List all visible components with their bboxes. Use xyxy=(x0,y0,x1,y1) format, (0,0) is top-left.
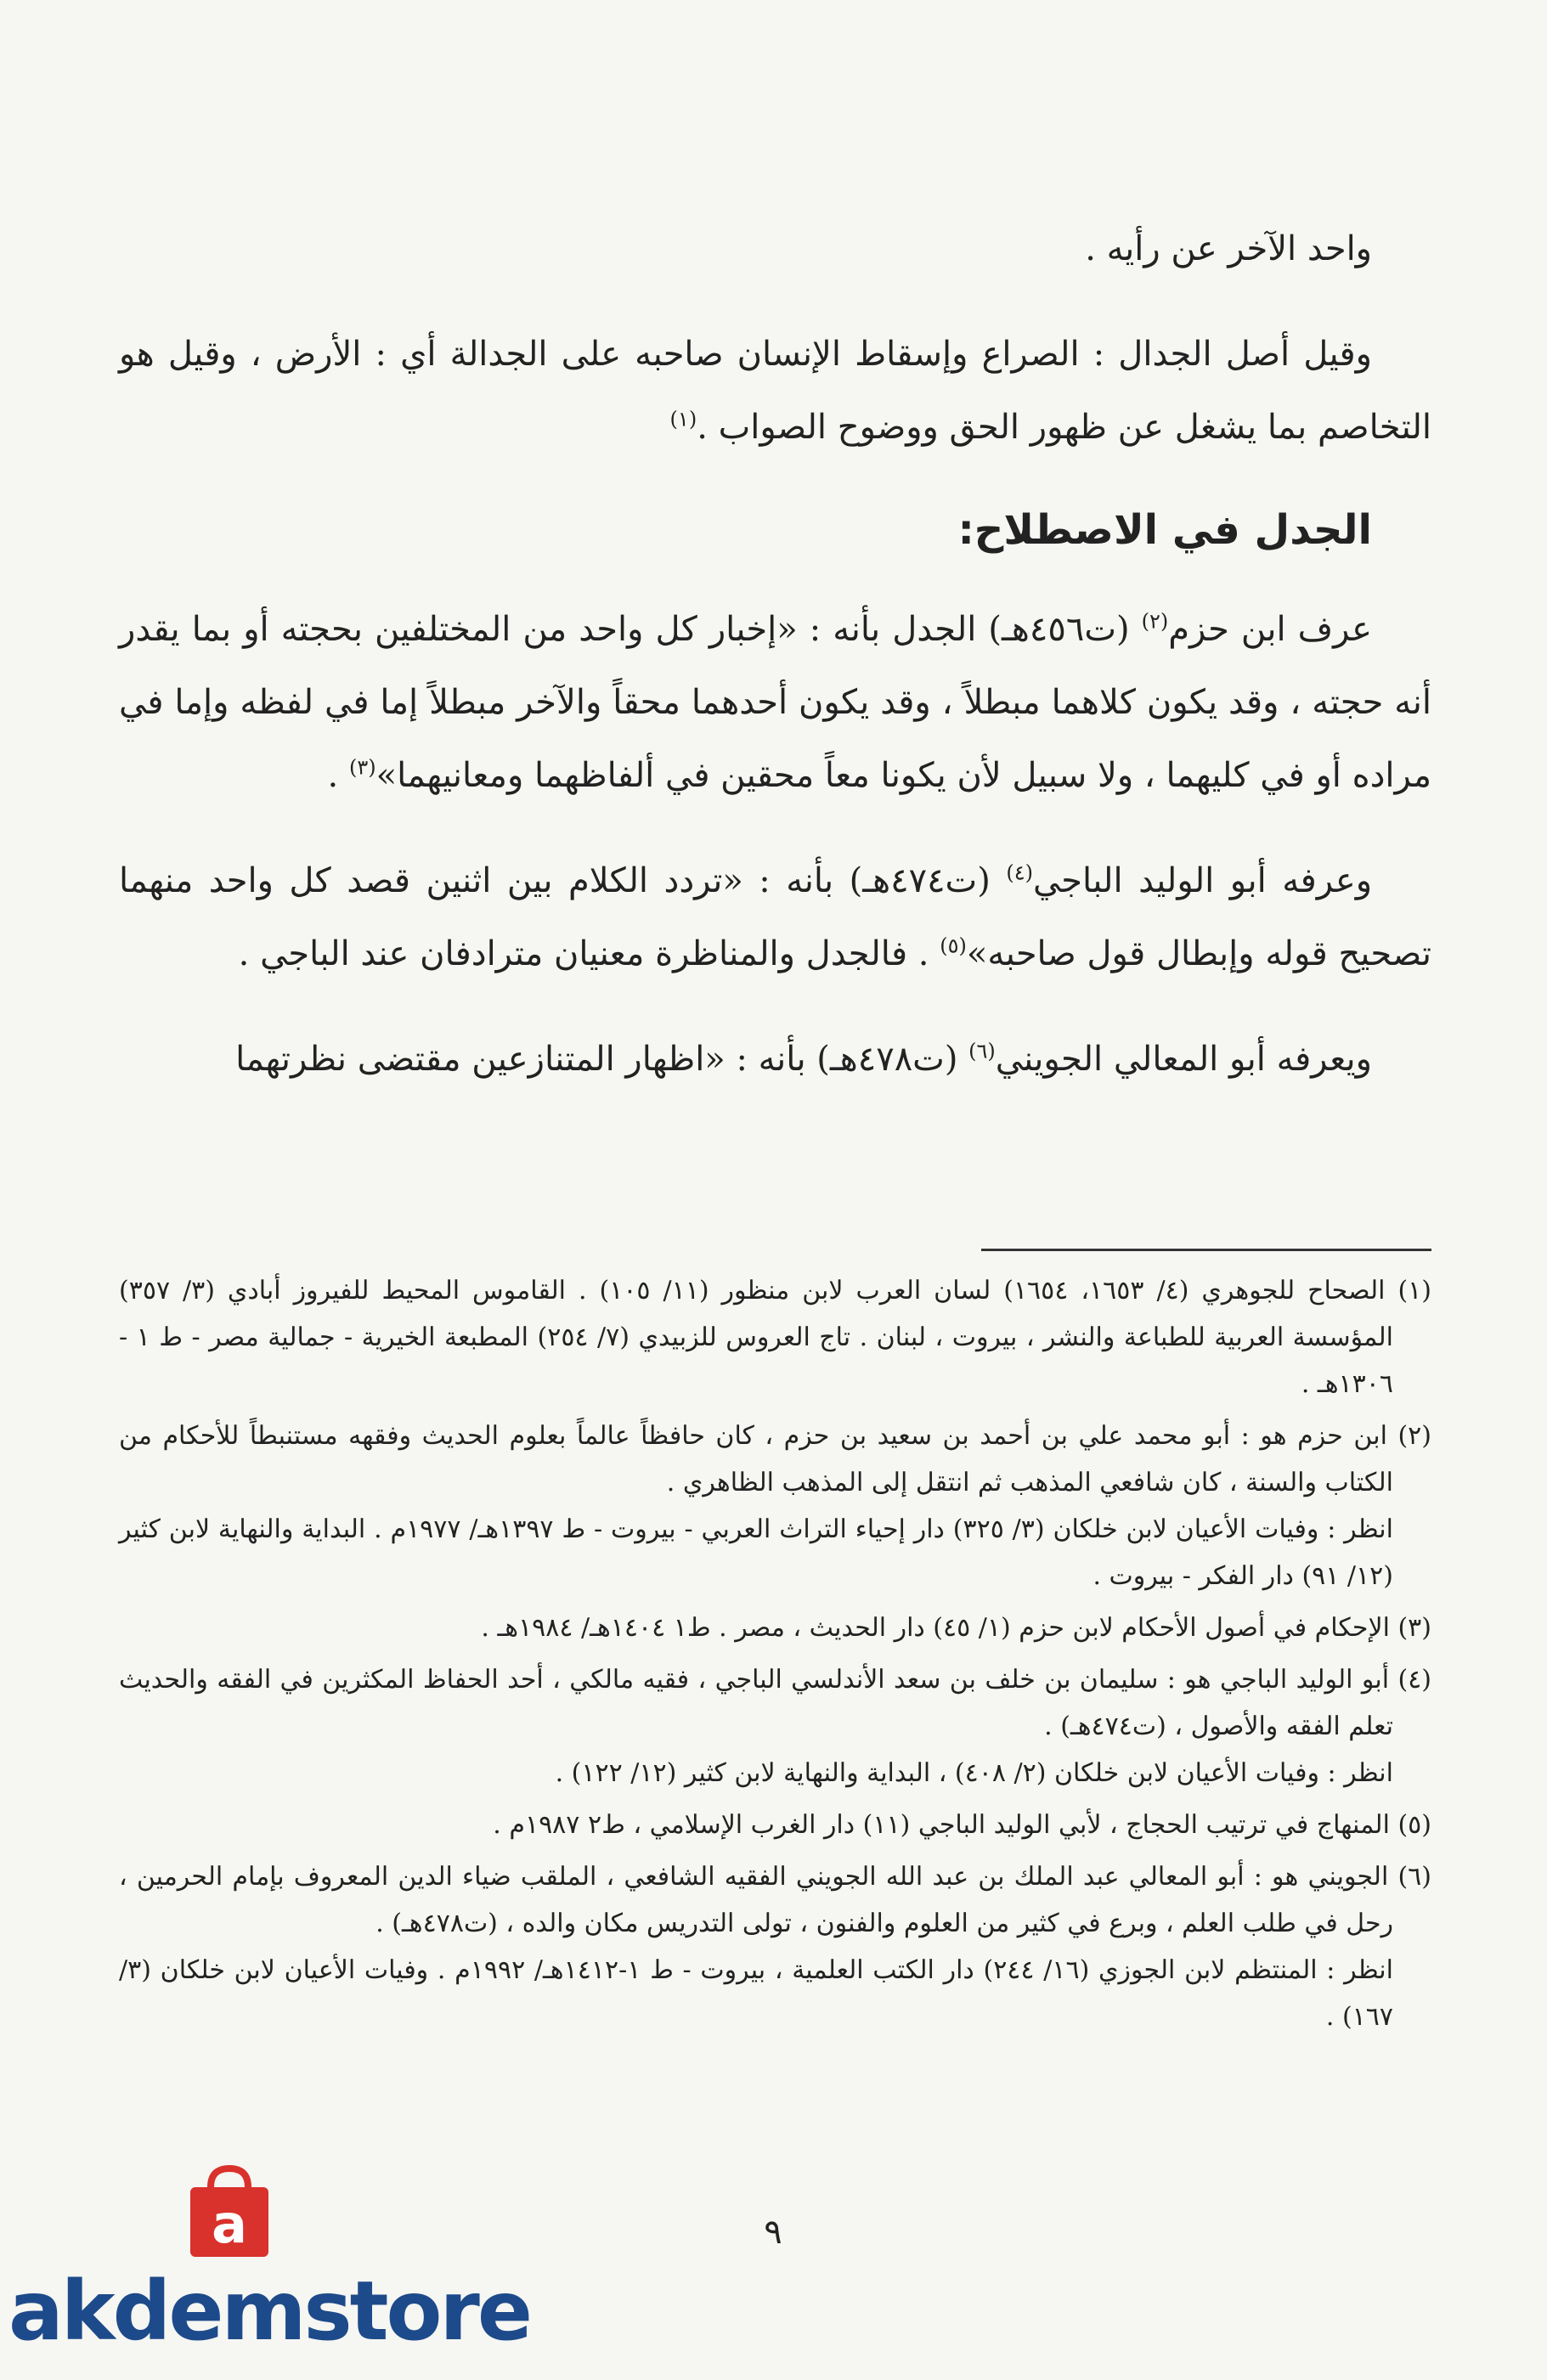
footnote-4-line-2: انظر : وفيات الأعيان لابن خلكان (٢/ ٤٠٨) ، البداية والنهاية لابن كثير (١٢/ ١٢٢) . xyxy=(555,1758,1393,1788)
footnote-ref-5[interactable]: (٥) xyxy=(940,933,967,958)
watermark-text: akdemstore xyxy=(8,2264,530,2359)
paragraph-5 xyxy=(119,1023,1431,1096)
footnotes xyxy=(119,1267,1431,2045)
paragraph-2 xyxy=(119,318,1431,464)
footnote-ref-1[interactable]: (١) xyxy=(669,407,697,431)
watermark-logo xyxy=(8,2162,530,2366)
paragraph-5-text-b: (ت٤٧٨هـ) بأنه : «اظهار المتنازعين مقتضى نظرتهما xyxy=(235,1040,969,1079)
paragraph-2-text: وقيل أصل الجدال : الصراع وإسقاط الإنسان صاحبه على الجدالة أي : الأرض ، وقيل هو التخاصم بما يشغل عن ظهور الحق ووضوح الصواب . xyxy=(119,335,1431,447)
page-number: ٩ xyxy=(764,2213,782,2252)
paragraph-4 xyxy=(119,844,1431,990)
footnote-5 xyxy=(119,1802,1431,1848)
main-text xyxy=(119,212,1431,1128)
footnote-ref-2[interactable]: (٢) xyxy=(1141,609,1169,634)
svg-text:a: a xyxy=(212,2193,247,2255)
footnote-1 xyxy=(119,1267,1431,1407)
footnote-6-line-1: (٦) الجويني هو : أبو المعالي عبد الملك بن عبد الله الجويني الفقيه الشافعي ، الملقب ضياء الدين المعروف بإمام الحرمين ، رحل في طلب العلم ، وبرع في كثير من العلوم والفنون ، تولى التدريس مكان والده ، (ت٤٧٨هـ) . xyxy=(119,1862,1431,1938)
paragraph-3-text-c: . xyxy=(327,756,349,795)
footnote-6 xyxy=(119,1853,1431,2040)
footnote-ref-6[interactable]: (٦) xyxy=(968,1039,996,1063)
section-heading: الجدل في الاصطلاح: xyxy=(957,506,1372,554)
footnote-3-line-1: (٣) الإحكام في أصول الأحكام لابن حزم (١/ ٤٥) دار الحديث ، مصر . ط١ ١٤٠٤هـ/ ١٩٨٤هـ . xyxy=(481,1613,1431,1643)
paragraph-4-text-a: وعرفه أبو الوليد الباجي xyxy=(1032,861,1373,900)
footnote-1-line-1: (١) الصحاح للجوهري (٤/ ١٦٥٣، ١٦٥٤) لسان العرب لابن منظور (١١/ ١٠٥) . القاموس المحيط للفيروز أبادي (٣/ ٣٥٧) المؤسسة العربية للطباعة والنشر ، بيروت ، لبنان . تاج العروس للزبيدي (٧/ ٢٥٤) المطبعة الخيرية - جمالية مصر - ط ١ - ١٣٠٦هـ . xyxy=(119,1276,1432,1399)
footnote-separator xyxy=(981,1249,1431,1251)
paragraph-1: واحد الآخر عن رأيه . xyxy=(1085,229,1372,268)
paragraph-5-text-a: ويعرفه أبو المعالي الجويني xyxy=(995,1040,1372,1079)
paragraph-3-text-b: (ت٤٥٦هـ) الجدل بأنه : «إخبار كل واحد من المختلفين بحجته أو بما يقدر أنه حجته ، وقد يكون كلاهما مبطلاً ، وقد يكون أحدهما محقاً والآخر مبطلاً إما في لفظه وإما في مراده أو في كليهما ، ولا سبيل لأن يكونا معاً محقين في ألفاظهما ومعانيهما» xyxy=(119,610,1431,795)
footnote-4-line-1: (٤) أبو الوليد الباجي هو : سليمان بن خلف بن سعد الأندلسي الباجي ، فقيه مالكي ، أحد الحفاظ المكثرين في الفقه والحديث تعلم الفقه والأصول ، (ت٤٧٤هـ) . xyxy=(119,1665,1431,1741)
shopping-bag-a-icon xyxy=(178,2162,280,2264)
paragraph-3 xyxy=(119,593,1431,812)
footnote-2-line-1: (٢) ابن حزم هو : أبو محمد علي بن أحمد بن سعيد بن حزم ، كان حافظاً عالماً بعلوم الحديث وفقهه مستنبطاً للأحكام من الكتاب والسنة ، كان شافعي المذهب ثم انتقل إلى المذهب الظاهري . xyxy=(119,1421,1431,1497)
footnote-ref-3[interactable]: (٣) xyxy=(348,755,376,780)
paragraph-4-text-b: (ت٤٧٤هـ) بأنه : «تردد الكلام بين اثنين قصد كل واحد منهما تصحيح قوله وإبطال قول صاحبه» xyxy=(119,861,1431,973)
footnote-2-line-2: انظر : وفيات الأعيان لابن خلكان (٣/ ٣٢٥) دار إحياء التراث العربي - بيروت - ط ١٣٩٧هـ/ ١٩٧٧م . البداية والنهاية لابن كثير (١٢/ ٩١) دار الفكر - بيروت . xyxy=(119,1514,1393,1591)
paragraph-4-text-c: . فالجدل والمناظرة معنيان مترادفان عند الباجي . xyxy=(238,934,940,973)
paragraph-3-text-a: عرف ابن حزم xyxy=(1168,610,1373,649)
footnote-3 xyxy=(119,1605,1431,1651)
footnote-4 xyxy=(119,1656,1431,1796)
footnote-2 xyxy=(119,1413,1431,1599)
footnote-5-line-1: (٥) المنهاج في ترتيب الحجاج ، لأبي الوليد الباجي (١١) دار الغرب الإسلامي ، ط٢ ١٩٨٧م . xyxy=(493,1810,1431,1840)
footnote-ref-4[interactable]: (٤) xyxy=(1006,860,1033,885)
footnote-6-line-2: انظر : المنتظم لابن الجوزي (١٦/ ٢٤٤) دار الكتب العلمية ، بيروت - ط ١-١٤١٢هـ/ ١٩٩٢م . وفيات الأعيان لابن خلكان (٣/ ١٦٧) . xyxy=(119,1955,1393,2032)
